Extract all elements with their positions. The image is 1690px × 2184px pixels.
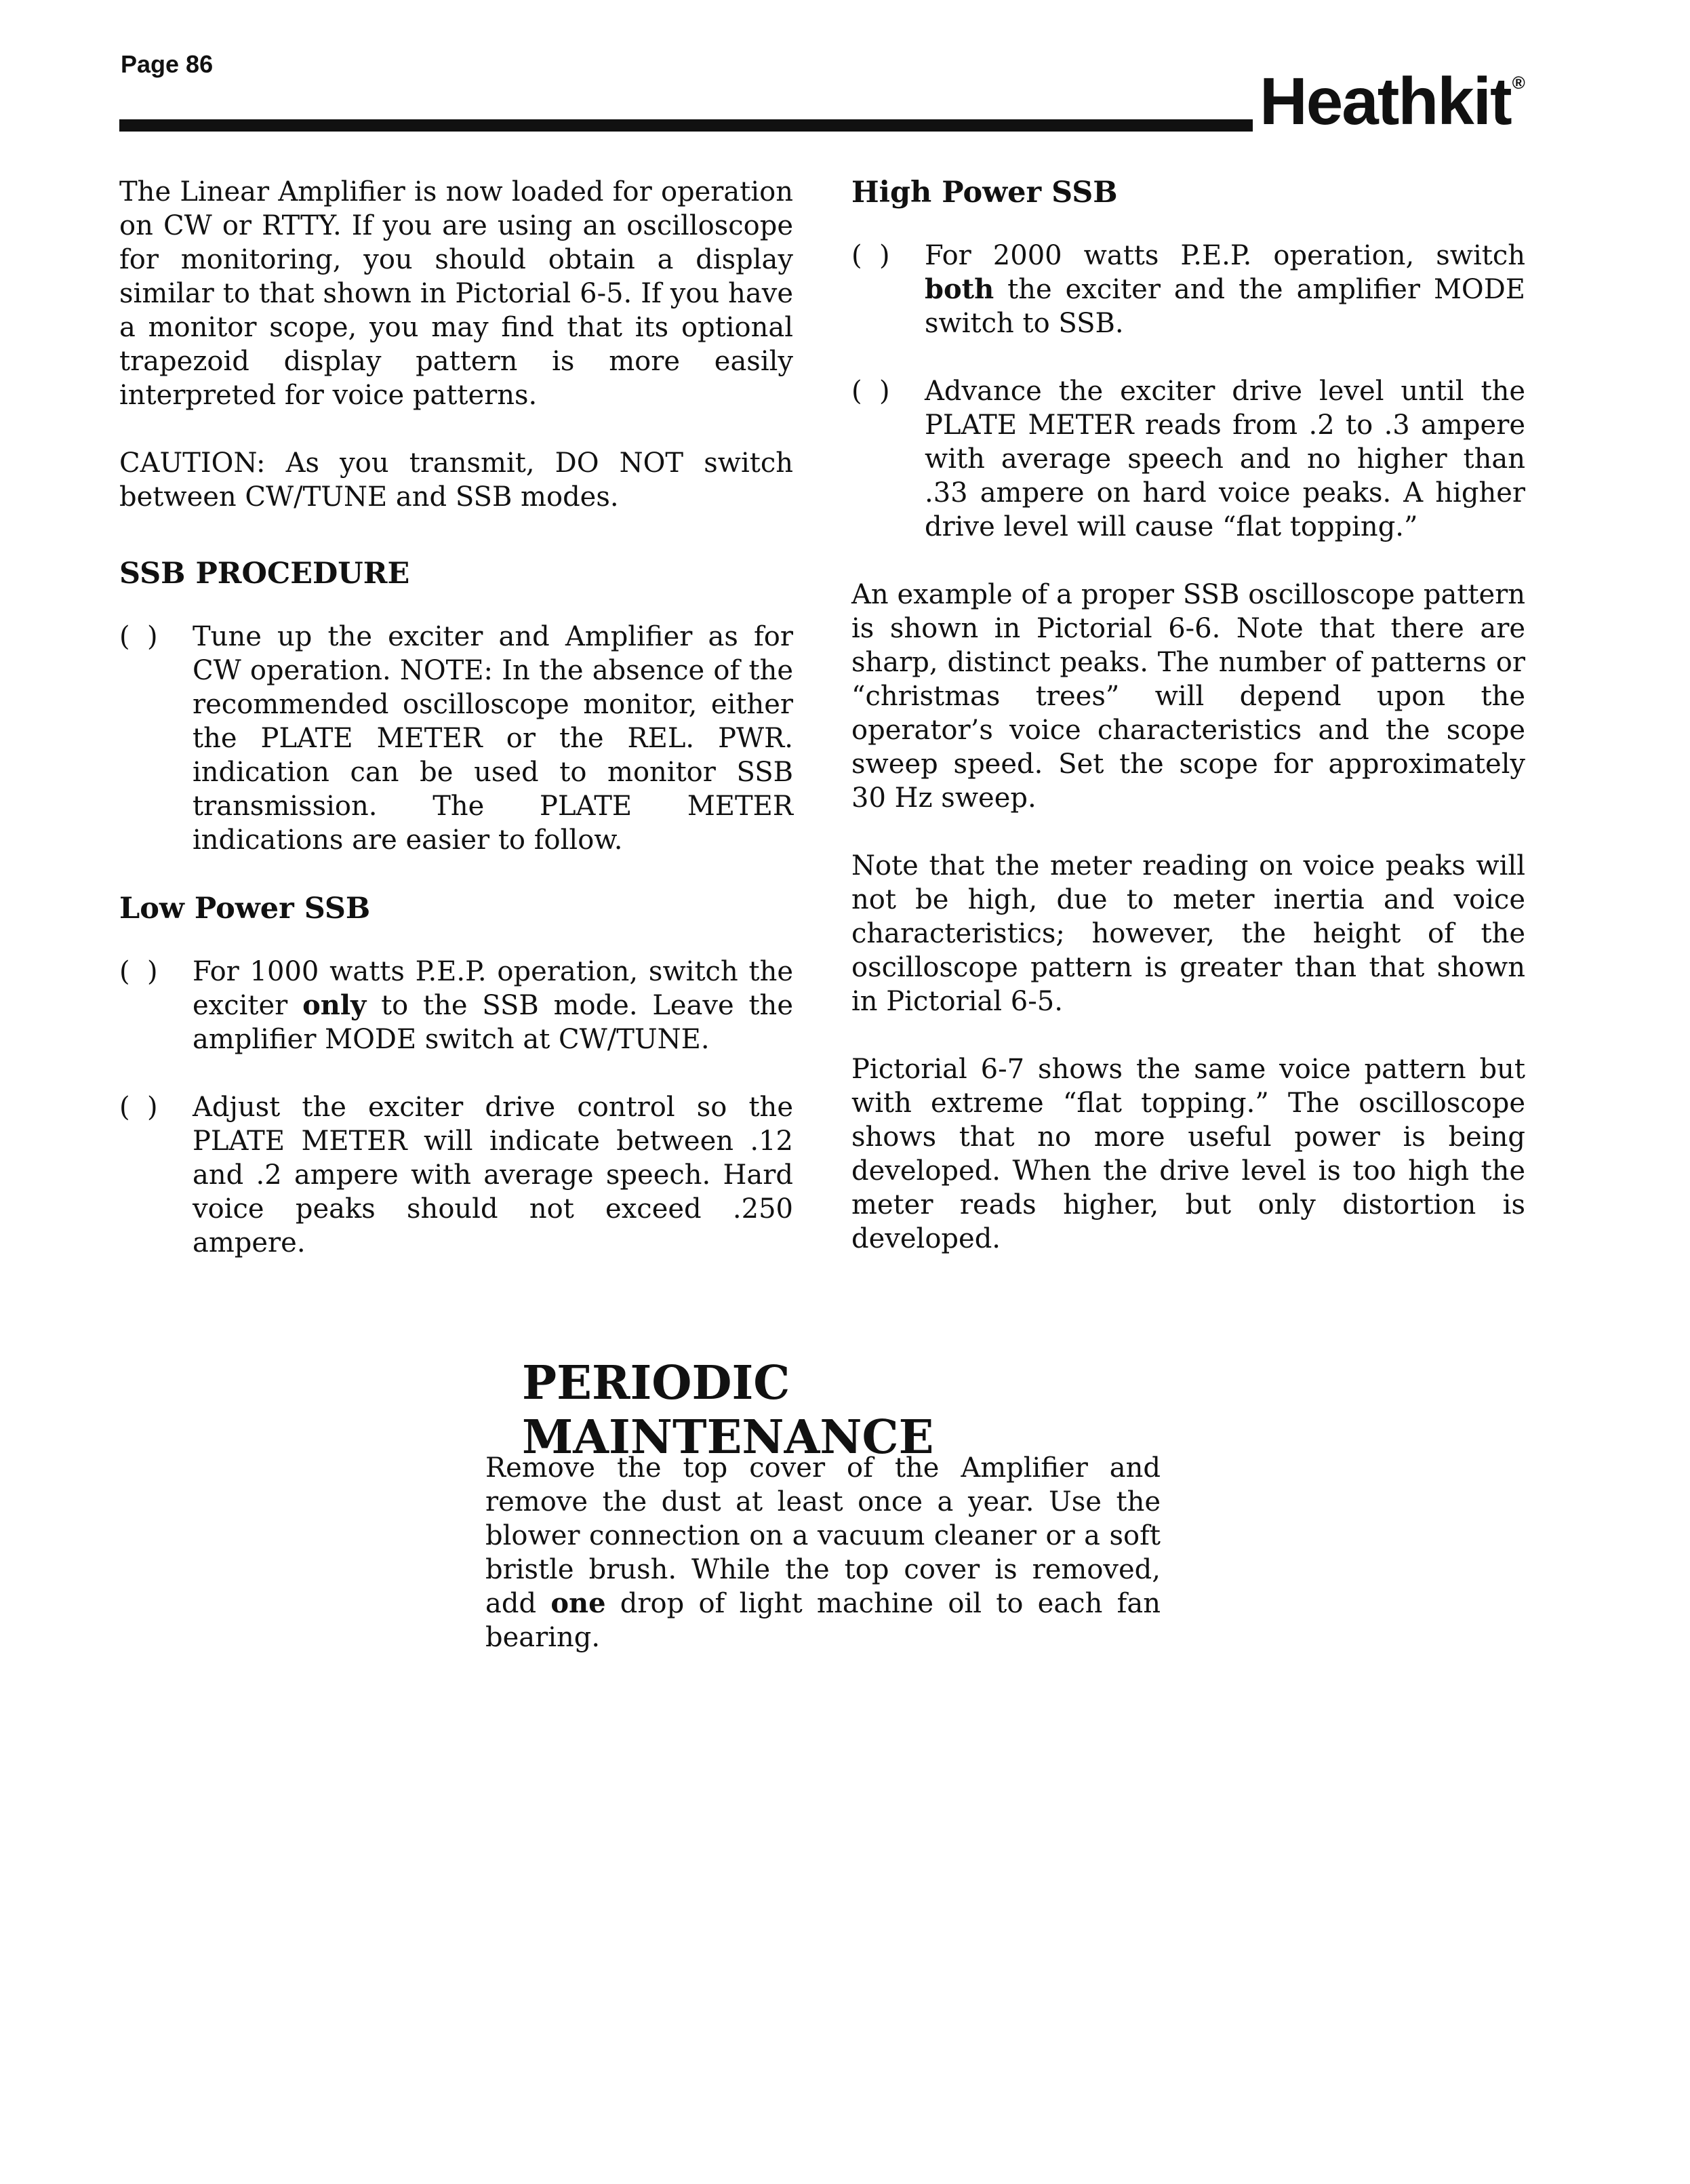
checkbox[interactable]: ( ) [851,376,890,407]
low-power-heading: Low Power SSB [119,892,371,926]
header-rule [119,119,1253,132]
checkbox[interactable]: ( ) [851,240,890,271]
brand-name: Heathkit [1260,64,1511,138]
low-step-1-text: For 1000 watts P.E.P. operation, switch the exciter only to the SSB mode. Leave the amplifier MODE switch at CW/TUNE. [193,956,793,1055]
high-step-1 [851,239,1525,340]
ssb-procedure-heading: SSB PROCEDURE [119,557,410,591]
oscilloscope-paragraph: An example of a proper SSB oscilloscope pattern is shown in Pictorial 6-6. Note that there are sharp, distinct peaks. The number of patterns or “christmas trees” will depend upon the operator’s voice characteristics and the scope sweep speed. Set the scope for approximately 30 Hz sweep. [851,579,1525,814]
checkbox[interactable]: ( ) [119,621,158,652]
high-step-2 [851,374,1525,544]
low-step-2-text: Adjust the exciter drive control so the PLATE METER will indicate between .12 and .2 ampere with average speech. Hard voice peaks should not exceed .250 ampere. [193,1092,793,1258]
high-step-2-text: Advance the exciter drive level until the PLATE METER reads from .2 to .3 ampere with average speech and no higher than .33 ampere on hard voice peaks. A higher drive level will cause “flat topping.” [925,376,1525,542]
checkbox[interactable]: ( ) [119,1092,158,1123]
maintenance-paragraph: Remove the top cover of the Amplifier and remove the dust at least once a year. Use the blower connection on a vacuum cleaner or a soft bristle brush. While the top cover is removed, add one drop of light machine oil to each fan bearing. [485,1452,1161,1653]
meter-reading-paragraph: Note that the meter reading on voice peaks will not be high, due to meter inertia and voice characteristics; however, the height of the oscilloscope pattern is greater than that shown in Pictorial 6-5. [851,850,1525,1017]
intro-paragraph: The Linear Amplifier is now loaded for operation on CW or RTTY. If you are using an oscilloscope for monitoring, you should obtain a display similar to that shown in Pictorial 6-5. If you have a monitor scope, you may find that its optional trapezoid display pattern is more easily interpreted for voice patterns. [119,176,793,411]
ssb-step-1-text: Tune up the exciter and Amplifier as for CW operation. NOTE: In the absence of the recommended oscilloscope monitor, either the PLATE METER or the REL. PWR. indication can be used to monitor SSB transmission. The PLATE METER indications are easier to follow. [193,621,793,856]
right-column [851,175,1525,1256]
high-step-1-text: For 2000 watts P.E.P. operation, switch both the exciter and the amplifier MODE switch to SSB. [925,240,1525,339]
low-step-1 [119,955,793,1056]
low-step-2 [119,1090,793,1260]
flat-topping-paragraph: Pictorial 6-7 shows the same voice pattern but with extreme “flat topping.” The oscilloscope shows that no more useful power is being developed. When the drive level is too high the meter reads higher, but only distortion is developed. [851,1054,1525,1254]
checkbox[interactable]: ( ) [119,956,158,987]
maintenance-title: PERIODIC MAINTENANCE [522,1356,934,1465]
left-column [119,175,793,1260]
page-number: Page 86 [121,50,214,78]
ssb-step-1 [119,620,793,857]
high-power-heading: High Power SSB [851,176,1118,210]
registered-mark: ® [1512,73,1524,93]
caution-paragraph: CAUTION: As you transmit, DO NOT switch between CW/TUNE and SSB modes. [119,448,793,513]
brand-logo [1260,64,1524,138]
